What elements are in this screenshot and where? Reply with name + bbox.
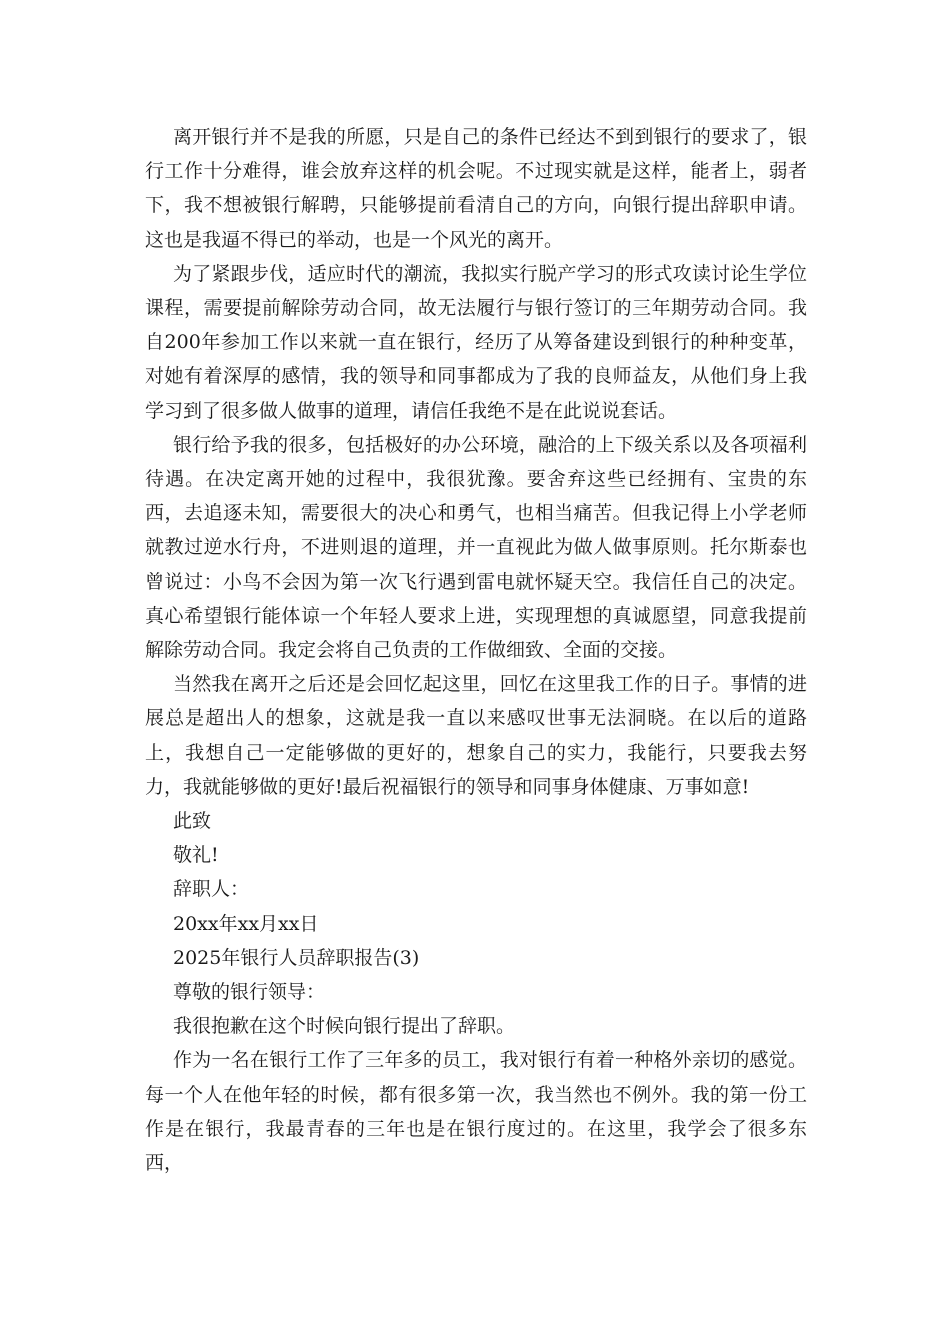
closing-salutation: 此致 <box>173 810 212 833</box>
paragraph-2: 为了紧跟步伐，适应时代的潮流，我拟实行脱产学习的形式攻读讨论生学位课程，需要提前解除劳动合同，故无法履行与银行签订的三年期劳动合同。我自200年参加工作以来就一直在银行，经历了从筹备建设到银行的种种变革，对她有着深厚的感情，我的领导和同事都成为了我的良师益友，从他们身上我学习到了很多做人做事的道理，请信任我绝不是在此说说套话。 <box>145 262 807 422</box>
letter-body <box>145 120 807 1180</box>
greeting: 尊敬的银行领导： <box>173 981 326 1004</box>
paragraph-1: 离开银行并不是我的所愿，只是自己的条件已经达不到到银行的要求了，银行工作十分难得，谁会放弃这样的机会呢。不过现实就是这样，能者上，弱者下，我不想被银行解聘，只能够提前看清自己的方向，向银行提出辞职申请。这也是我逼不得已的举动，也是一个风光的离开。 <box>145 126 807 251</box>
paragraph-opening: 我很抱歉在这个时候向银行提出了辞职。 <box>173 1015 516 1038</box>
paragraph-3: 银行给予我的很多，包括极好的办公环境，融洽的上下级关系以及各项福利待遇。在决定离开她的过程中，我很犹豫。要舍弃这些已经拥有、宝贵的东西，去追逐未知，需要很大的决心和勇气，也相当痛苦。但我记得上小学老师就教过逆水行舟，不进则退的道理，并一直视此为做人做事原则。托尔斯泰也曾说过：小鸟不会因为第一次飞行遇到雷电就怀疑天空。我信任自己的决定。真心希望银行能体谅一个年轻人要求上进，实现理想的真诚愿望，同意我提前解除劳动合同。我定会将自己负责的工作做细致、全面的交接。 <box>145 433 807 662</box>
paragraph-final: 作为一名在银行工作了三年多的员工，我对银行有着一种格外亲切的感觉。每一个人在他年轻的时候，都有很多第一次，我当然也不例外。我的第一份工作是在银行，我最青春的三年也是在银行度过的。在这里，我学会了很多东西， <box>145 1049 807 1175</box>
closing-regards: 敬礼! <box>173 844 219 867</box>
paragraph-4: 当然我在离开之后还是会回忆起这里，回忆在这里我工作的日子。事情的进展总是超出人的想象，这就是我一直以来感叹世事无法洞晓。在以后的道路上，我想自己一定能够做的更好的，想象自己的实力，我能行，只要我去努力，我就能够做的更好!最后祝福银行的领导和同事身体健康、万事如意! <box>145 673 807 798</box>
signature-label: 辞职人： <box>173 878 250 901</box>
date-line: 20xx年xx月xx日 <box>173 912 319 935</box>
section-title: 2025年银行人员辞职报告(3) <box>173 946 420 969</box>
